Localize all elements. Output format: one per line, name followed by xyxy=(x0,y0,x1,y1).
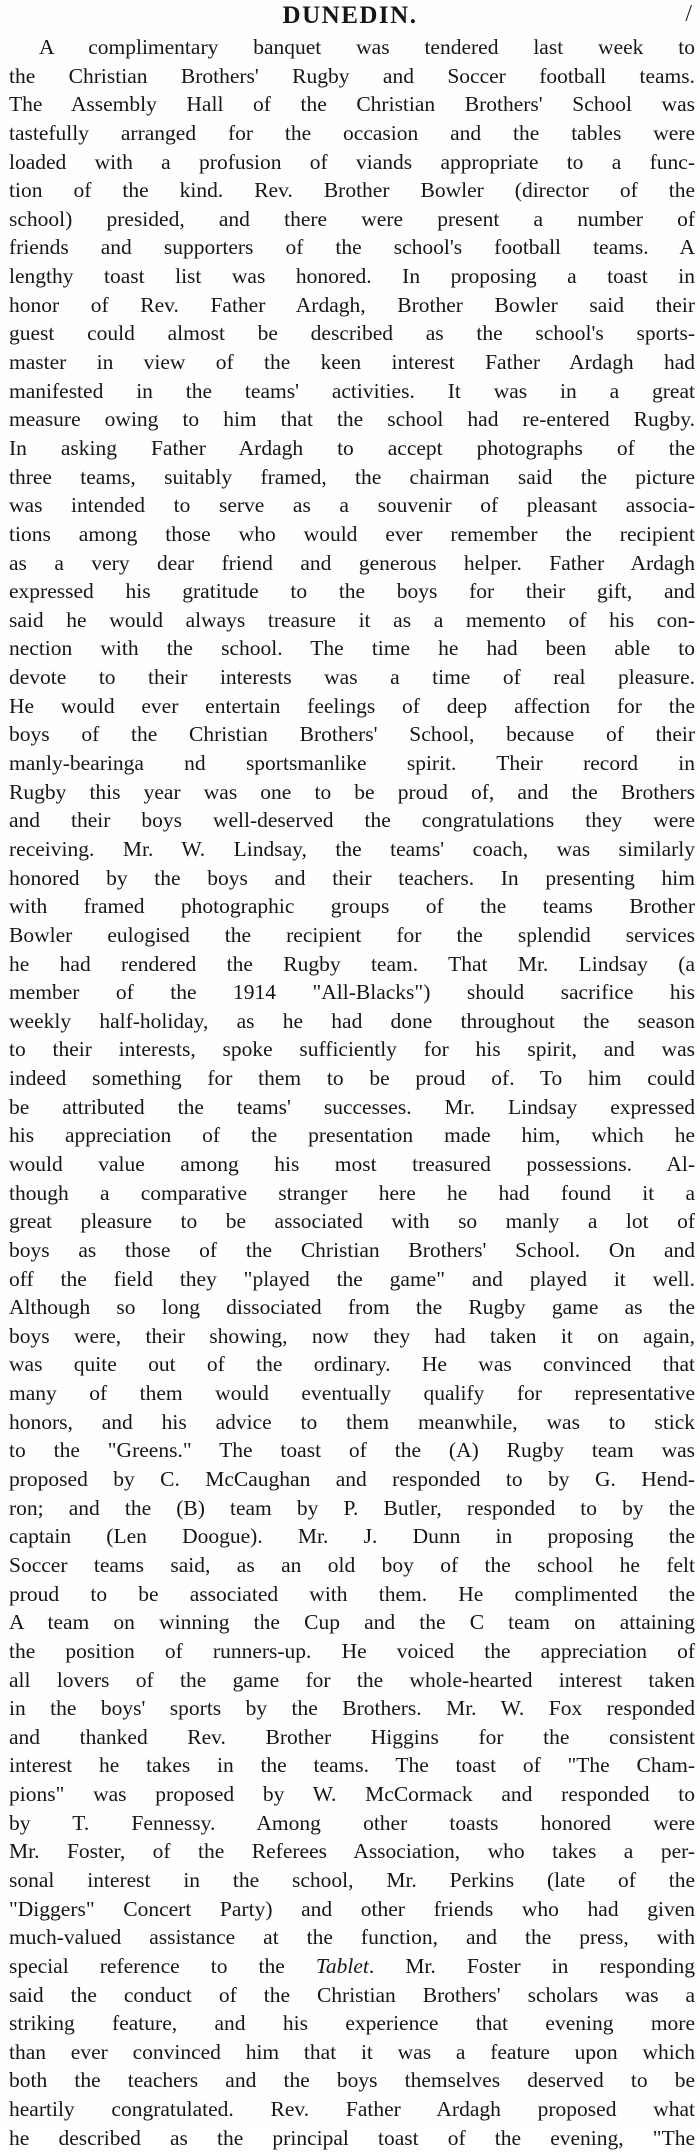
article-line: and thanked Rev. Brother Higgins for the consistent xyxy=(9,1724,695,1749)
article-line: Although so long dissociated from the Rugby game as the xyxy=(9,1295,695,1320)
article-line: and their boys well-deserved the congratulations they were xyxy=(9,808,695,833)
article-line: receiving. Mr. W. Lindsay, the teams' coach, was similarly xyxy=(9,836,695,861)
article-line: with framed photographic groups of the teams Brother xyxy=(9,894,695,919)
article-line: the position of runners-up. He voiced the appreciation of xyxy=(9,1638,695,1663)
article-line: "Diggers" Concert Party) and other friends who had given xyxy=(9,1896,695,1921)
article-line: weekly half-holiday, as he had done throughout the season xyxy=(9,1008,695,1033)
article-line: manly-bearinga nd sportsmanlike spirit. Their record in xyxy=(9,751,695,776)
article-line: said he would always treasure it as a memento of his con- xyxy=(9,607,695,632)
article-line: captain (Len Doogue). Mr. J. Dunn in proposing the xyxy=(9,1524,695,1549)
article-line: much-valued assistance at the function, and the press, with xyxy=(9,1925,695,1950)
article-line: lengthy toast list was honored. In proposing a toast in xyxy=(9,264,695,289)
article-line: tion of the kind. Rev. Brother Bowler (director of the xyxy=(9,178,695,203)
article-line: honored by the boys and their teachers. In presenting him xyxy=(9,865,695,890)
article-line: devote to their interests was a time of real pleasure. xyxy=(9,665,695,690)
article-line: boys as those of the Christian Brothers' School. On and xyxy=(9,1237,695,1262)
article-line: special reference to the Tablet. Mr. Foster in responding xyxy=(9,1953,695,1978)
article-line: boys of the Christian Brothers' School, because of their xyxy=(9,722,695,747)
article-line: though a comparative stranger here he had found it a xyxy=(9,1180,695,1205)
article-line: was intended to serve as a souvenir of pleasant associa- xyxy=(9,493,695,518)
article-line: he described as the principal toast of the evening, "The xyxy=(9,2125,695,2150)
article-line: honors, and his advice to them meanwhile, was to stick xyxy=(9,1409,695,1434)
article-line: school) presided, and there were present a number of xyxy=(9,206,695,231)
article-line: member of the 1914 "All-Blacks") should sacrifice his xyxy=(9,980,695,1005)
publication-name: Tablet xyxy=(315,1953,369,1978)
article-line: honor of Rev. Father Ardagh, Brother Bowler said their xyxy=(9,292,695,317)
article-line: Soccer teams said, as an old boy of the school he felt xyxy=(9,1552,695,1577)
article-line: to the "Greens." The toast of the (A) Rugby team was xyxy=(9,1438,695,1463)
article-line: indeed something for them to be proud of. To him could xyxy=(9,1066,695,1091)
article-line: manifested in the teams' activities. It was in a great xyxy=(9,378,695,403)
article-line: than ever convinced him that it was a feature upon which xyxy=(9,2039,695,2064)
article-line: in the boys' sports by the Brothers. Mr. W. Fox responded xyxy=(9,1696,695,1721)
article-line: interest he takes in the teams. The toast of "The Cham- xyxy=(9,1753,695,1778)
article-line: three teams, suitably framed, the chairman said the picture xyxy=(9,464,695,489)
article-line: be attributed the teams' successes. Mr. Lindsay expressed xyxy=(9,1094,695,1119)
article-body xyxy=(9,33,695,2152)
article-line: A team on winning the Cup and the C team on attaining xyxy=(9,1610,695,1635)
article-line: the Christian Brothers' Rugby and Soccer football teams. xyxy=(9,63,695,88)
article-line: He would ever entertain feelings of deep affection for the xyxy=(9,693,695,718)
article-line: The Assembly Hall of the Christian Brothers' School was xyxy=(9,92,695,117)
article-line: Rugby this year was one to be proud of, and the Brothers xyxy=(9,779,695,804)
article-line: sonal interest in the school, Mr. Perkins (late of the xyxy=(9,1868,695,1892)
corner-mark: / xyxy=(685,1,692,27)
article-line: he had rendered the Rugby team. That Mr. Lindsay (a xyxy=(9,951,695,976)
article-line: proposed by C. McCaughan and responded to by G. Hend- xyxy=(9,1467,695,1492)
article-line: off the field they "played the game" and played it well. xyxy=(9,1266,695,1291)
article-line: by T. Fennessy. Among other toasts honored were xyxy=(9,1810,695,1835)
article-line: friends and supporters of the school's football teams. A xyxy=(9,235,695,260)
article-line: boys were, their showing, now they had taken it on again, xyxy=(9,1323,695,1348)
article-line: loaded with a profusion of viands appropriate to a func- xyxy=(9,149,695,174)
article-line: great pleasure to be associated with so manly a lot of xyxy=(9,1209,695,1234)
article-line: both the teachers and the boys themselves deserved to be xyxy=(9,2068,695,2093)
article-line: striking feature, and his experience that evening more xyxy=(9,2011,695,2036)
article-line: tastefully arranged for the occasion and the tables were xyxy=(9,120,695,145)
article-line: was quite out of the ordinary. He was convinced that xyxy=(9,1352,695,1377)
article-line: Mr. Foster, of the Referees Association, who takes a per- xyxy=(9,1839,695,1864)
article-line: ron; and the (B) team by P. Butler, responded to by the xyxy=(9,1495,695,1520)
article-line: many of them would eventually qualify for representative xyxy=(9,1381,695,1406)
article-headline: DUNEDIN. xyxy=(282,2,418,29)
article-line: proud to be associated with them. He complimented the xyxy=(9,1581,695,1606)
article-line: In asking Father Ardagh to accept photographs of the xyxy=(9,435,695,460)
article-line: A complimentary banquet was tendered last week to xyxy=(39,35,695,59)
article-line: all lovers of the game for the whole-hearted interest taken xyxy=(9,1667,695,1692)
article-line: master in view of the keen interest Father Ardagh had xyxy=(9,350,695,375)
article-line: pions" was proposed by W. McCormack and responded to xyxy=(9,1782,695,1807)
article-line: heartily congratulated. Rev. Father Ardagh proposed what xyxy=(9,2097,695,2122)
article-line: his appreciation of the presentation made him, which he xyxy=(9,1123,695,1148)
article-line: Bowler eulogised the recipient for the splendid services xyxy=(9,922,695,947)
article-line: guest could almost be described as the school's sports- xyxy=(9,321,695,346)
article-line: would value among his most treasured possessions. Al- xyxy=(9,1151,695,1176)
article-line: measure owing to him that the school had re-entered Rugby. xyxy=(9,407,695,432)
article-line: said the conduct of the Christian Brothers' scholars was a xyxy=(9,1982,695,2007)
article-line: as a very dear friend and generous helper. Father Ardagh xyxy=(9,550,695,575)
article-line: nection with the school. The time he had been able to xyxy=(9,636,695,661)
article-line: expressed his gratitude to the boys for their gift, and xyxy=(9,579,695,604)
article-line: to their interests, spoke sufficiently for his spirit, and was xyxy=(9,1037,695,1062)
article-line: tions among those who would ever remember the recipient xyxy=(9,521,695,546)
